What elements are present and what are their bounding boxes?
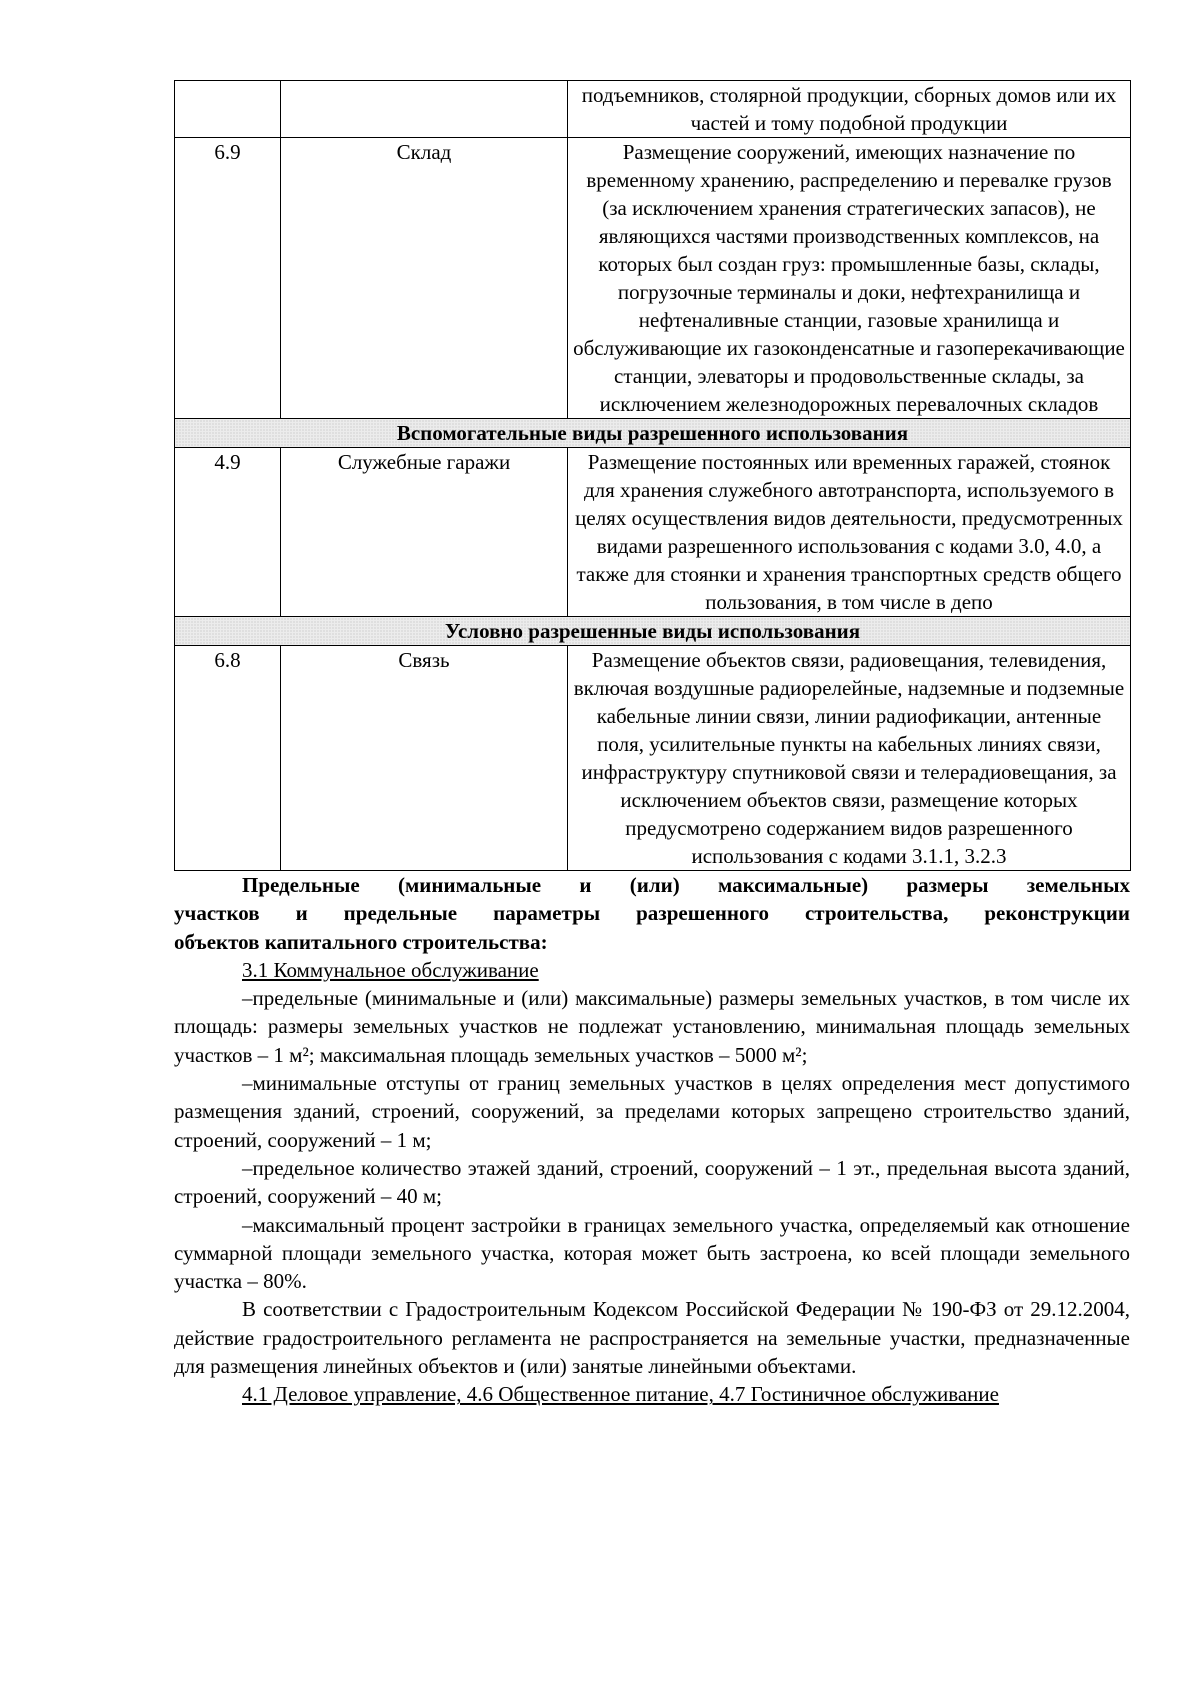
description-cell: Размещение постоянных или временных гаражей, стоянок для хранения служебного автотранспорта, используемого в целях осуществления видов деятельности, предусмотренных видами разрешенного использования с кодами 3.0, 4.0, а также для стоянки и хранения транспортных средств общего пользования, в том числе в депо [568,448,1131,617]
table-row [175,646,1131,871]
parameter-paragraph: –минимальные отступы от границ земельных участков в целях определения мест допустимого размещения зданий, строений, сооружений, за пределами которых запрещено строительство зданий, строений, сооружений – 1 м; [174,1071,1130,1152]
description-cell: Размещение сооружений, имеющих назначение по временному хранению, распределению и перевалке грузов (за исключением хранения стратегических запасов), не являющихся частями производственных комплексов, на которых был создан груз: промышленные базы, склады, погрузочные терминалы и доки, нефтехранилища и нефтеналивные станции, газовые хранилища и обслуживающие их газоконденсатные и газоперекачивающие станции, элеваторы и продовольственные склады, за исключением железнодорожных перевалочных складов [568,138,1131,419]
subheading-communal: 3.1 Коммунальное обслуживание [242,957,539,982]
table-row [175,448,1131,617]
code-cell: 6.9 [175,138,281,419]
code-cell [175,81,281,138]
name-cell [281,81,568,138]
land-use-table [174,80,1131,871]
section-conditional-title: Условно разрешенные виды использования [175,617,1131,646]
description-cell: Размещение объектов связи, радиовещания, телевидения, включая воздушные радиорелейные, надземные и подземные кабельные линии связи, линии радиофикации, антенные поля, усилительные пункты на кабельных линиях связи, инфраструктуру спутниковой связи и телерадиовещания, за исключением объектов связи, размещение которых предусмотрено содержанием видов разрешенного использования с кодами 3.1.1, 3.2.3 [568,646,1131,871]
regulation-text [174,871,1130,1409]
code-cell: 4.9 [175,448,281,617]
parameter-paragraph: –максимальный процент застройки в границах земельного участка, определяемый как отношение суммарной площади земельного участка, которая может быть застроена, ко всей площади земельного участка – 80%. [174,1212,1130,1294]
section-header-row [175,617,1131,646]
section-auxiliary-title: Вспомогательные виды разрешенного использования [175,419,1131,448]
table-row [175,81,1131,138]
parameter-paragraph: –предельные (минимальные и (или) максимальные) размеры земельных участков, в том числе их площадь: размеры земельных участков не подлежат установлению, минимальная площадь земельных участков – 1 м²; максимальная площадь земельных участков – 5000 м²; [174,986,1130,1067]
section-heading-line: участков и предельные параметры разрешенного строительства, реконструкции [174,901,1130,926]
name-cell: Служебные гаражи [281,448,568,617]
section-header-row [175,419,1131,448]
section-heading-line: Предельные (минимальные и (или) максимальные) размеры земельных [242,873,1130,897]
description-cell: подъемников, столярной продукции, сборных домов или их частей и тому подобной продукции [568,81,1131,138]
note-paragraph: В соответствии с Градостроительным Кодексом Российской Федерации № 190-ФЗ от 29.12.2004, действие градостроительного регламента не распространяется на земельные участки, предназначенные для размещения линейных объектов и (или) занятые линейными объектами. [174,1297,1130,1379]
parameter-paragraph: –предельное количество этажей зданий, строений, сооружений – 1 эт., предельная высота зданий, строений, сооружений – 40 м; [174,1155,1130,1209]
section-heading-line: объектов капитального строительства: [174,929,548,954]
name-cell: Связь [281,646,568,871]
name-cell: Склад [281,138,568,419]
subheading-business: 4.1 Деловое управление, 4.6 Общественное питание, 4.7 Гостиничное обслуживание [242,1382,999,1407]
code-cell: 6.8 [175,646,281,871]
document-page [174,80,1130,1409]
table-row [175,138,1131,419]
